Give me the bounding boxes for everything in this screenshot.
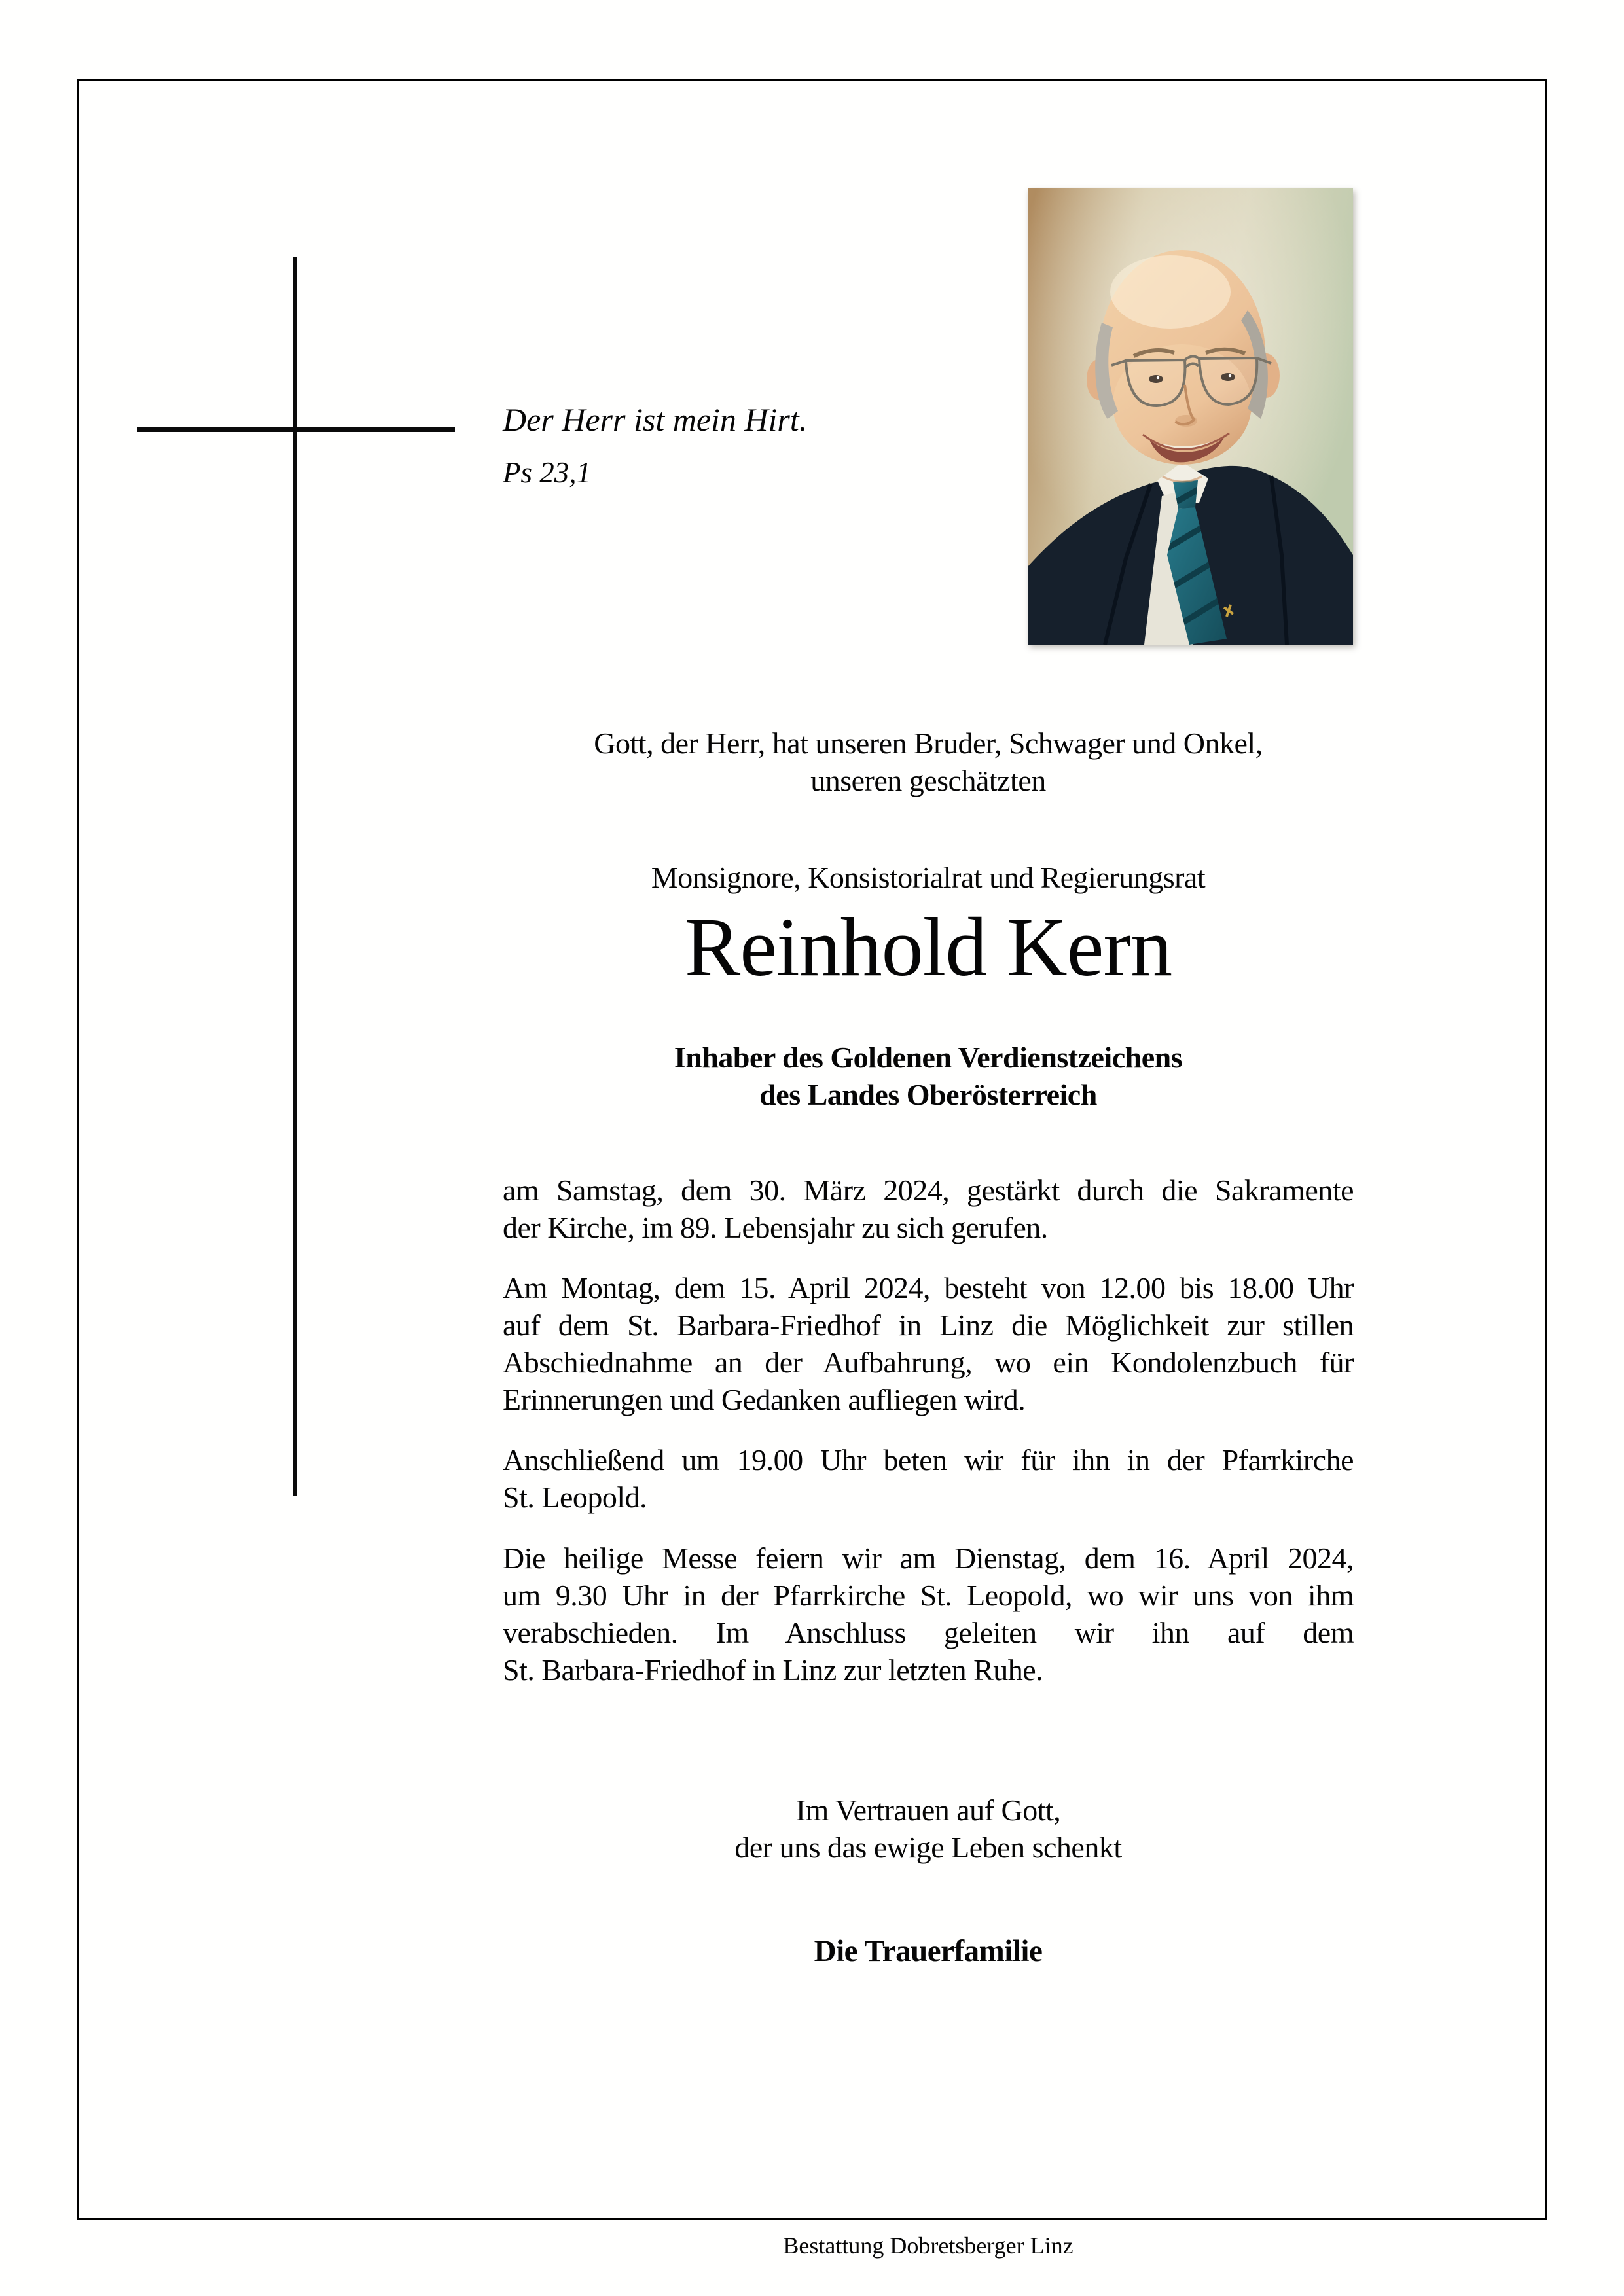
text-line: Abschiednahme an der Aufbahrung, wo ein Kondolenzbuch für — [503, 1346, 1354, 1379]
intro-text — [503, 725, 1354, 799]
text-line: Inhaber des Goldenen Verdienstzeichens — [674, 1041, 1183, 1074]
deceased-honors — [503, 1039, 1354, 1113]
cross-vertical-bar — [293, 257, 297, 1496]
text-line: des Landes Oberösterreich — [759, 1078, 1097, 1111]
obituary-paragraph-viewing — [503, 1269, 1354, 1418]
obituary-paragraph-death — [503, 1172, 1354, 1246]
family-signature: Die Trauerfamilie — [814, 1934, 1043, 1968]
bible-verse-source: Ps 23,1 — [503, 456, 591, 489]
text-line: Anschließend um 19.00 Uhr beten wir für ihn in der Pfarrkirche — [503, 1443, 1354, 1477]
obituary-paragraph-prayer — [503, 1441, 1354, 1516]
portrait-illustration — [1028, 188, 1353, 645]
text-line: St. Leopold. — [503, 1480, 647, 1514]
text-line: der uns das ewige Leben schenkt — [734, 1831, 1122, 1864]
text-line: St. Barbara-Friedhof in Linz zur letzten Ruhe. — [503, 1653, 1043, 1687]
obituary-paragraph-funeral — [503, 1539, 1354, 1689]
bible-verse: Der Herr ist mein Hirt. — [503, 401, 808, 438]
text-line: auf dem St. Barbara-Friedhof in Linz die Möglichkeit zur stillen — [503, 1308, 1354, 1342]
funeral-home-footer: Bestattung Dobretsberger Linz — [783, 2233, 1074, 2259]
text-line: Gott, der Herr, hat unseren Bruder, Schwager und Onkel, — [594, 726, 1263, 760]
text-line: Erinnerungen und Gedanken aufliegen wird. — [503, 1383, 1026, 1416]
text-line: um 9.30 Uhr in der Pfarrkirche St. Leopold, wo wir uns von ihm — [503, 1579, 1354, 1612]
deceased-name: Reinhold Kern — [684, 901, 1172, 994]
text-line: Am Montag, dem 15. April 2024, besteht von 12.00 bis 18.00 Uhr — [503, 1271, 1354, 1304]
text-line: Die heilige Messe feiern wir am Dienstag, dem 16. April 2024, — [503, 1541, 1354, 1575]
cross-horizontal-bar — [137, 427, 455, 432]
text-line: verabschieden. Im Anschluss geleiten wir ihn auf dem — [503, 1616, 1354, 1649]
closing-verse — [503, 1791, 1354, 1866]
text-line: Im Vertrauen auf Gott, — [795, 1793, 1061, 1827]
text-line: am Samstag, dem 30. März 2024, gestärkt durch die Sakramente — [503, 1174, 1354, 1207]
text-line: unseren geschätzten — [810, 764, 1046, 797]
bible-verse-block — [503, 401, 1092, 490]
portrait-photo — [1028, 188, 1353, 645]
text-line: der Kirche, im 89. Lebensjahr zu sich gerufen. — [503, 1211, 1048, 1244]
deceased-titles: Monsignore, Konsistorialrat und Regierungsrat — [651, 861, 1206, 894]
